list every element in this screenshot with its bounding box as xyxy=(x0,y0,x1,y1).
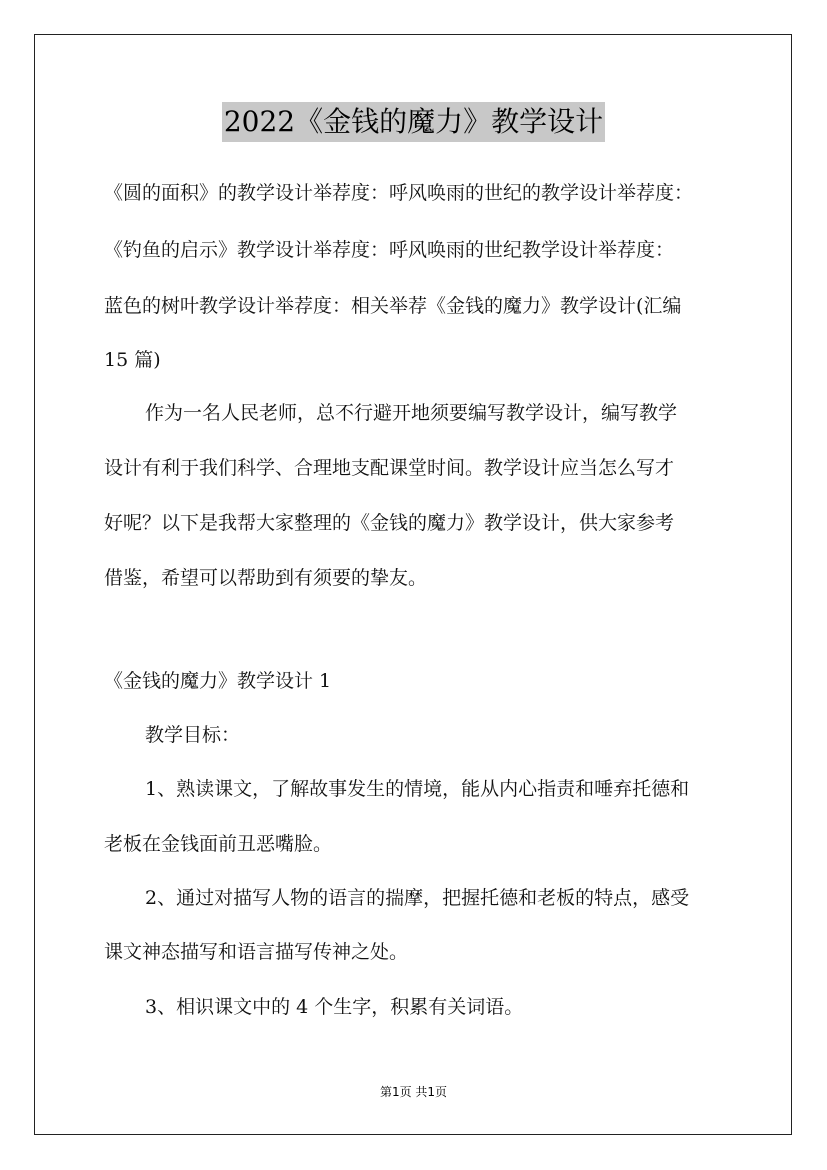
recommend-line-1: 《圆的面积》的教学设计举荐度：呼风唤雨的世纪的教学设计举荐度： xyxy=(104,182,694,204)
document-title: 2022《金钱的魔力》教学设计 xyxy=(222,102,605,142)
intro-paragraph-line-2: 设计有利于我们科学、合理地支配课堂时间。教学设计应当怎么写才 xyxy=(104,457,675,479)
intro-paragraph-line-3: 好呢？以下是我帮大家整理的《金钱的魔力》教学设计，供大家参考 xyxy=(104,512,675,534)
page-footer: 第1页 共1页 xyxy=(379,1085,448,1099)
objective-2-line-2: 课文神态描写和语言描写传神之处。 xyxy=(104,941,409,963)
intro-paragraph-line-1: 作为一名人民老师，总不行避开地须要编写教学设计，编写教学 xyxy=(145,402,678,424)
objective-1-line-2: 老板在金钱面前丑恶嘴脸。 xyxy=(104,833,333,855)
recommend-line-4: 15 篇) xyxy=(104,349,161,371)
objective-3-line-1: 3、相识课文中的 4 个生字，积累有关词语。 xyxy=(145,996,524,1018)
recommend-line-2: 《钓鱼的启示》教学设计举荐度：呼风唤雨的世纪教学设计举荐度： xyxy=(104,239,675,261)
objective-1-line-1: 1、熟读课文，了解故事发生的情境，能从内心指责和唾弃托德和 xyxy=(145,778,690,800)
title-container xyxy=(0,102,827,142)
objective-2-line-1: 2、通过对描写人物的语言的揣摩，把握托德和老板的特点，感受 xyxy=(145,887,690,909)
objectives-label: 教学目标： xyxy=(145,724,241,746)
recommend-line-3: 蓝色的树叶教学设计举荐度：相关举荐《金钱的魔力》教学设计(汇编 xyxy=(104,295,682,317)
intro-paragraph-line-4: 借鉴，希望可以帮助到有须要的挚友。 xyxy=(104,567,428,589)
section-heading: 《金钱的魔力》教学设计 1 xyxy=(104,670,332,692)
